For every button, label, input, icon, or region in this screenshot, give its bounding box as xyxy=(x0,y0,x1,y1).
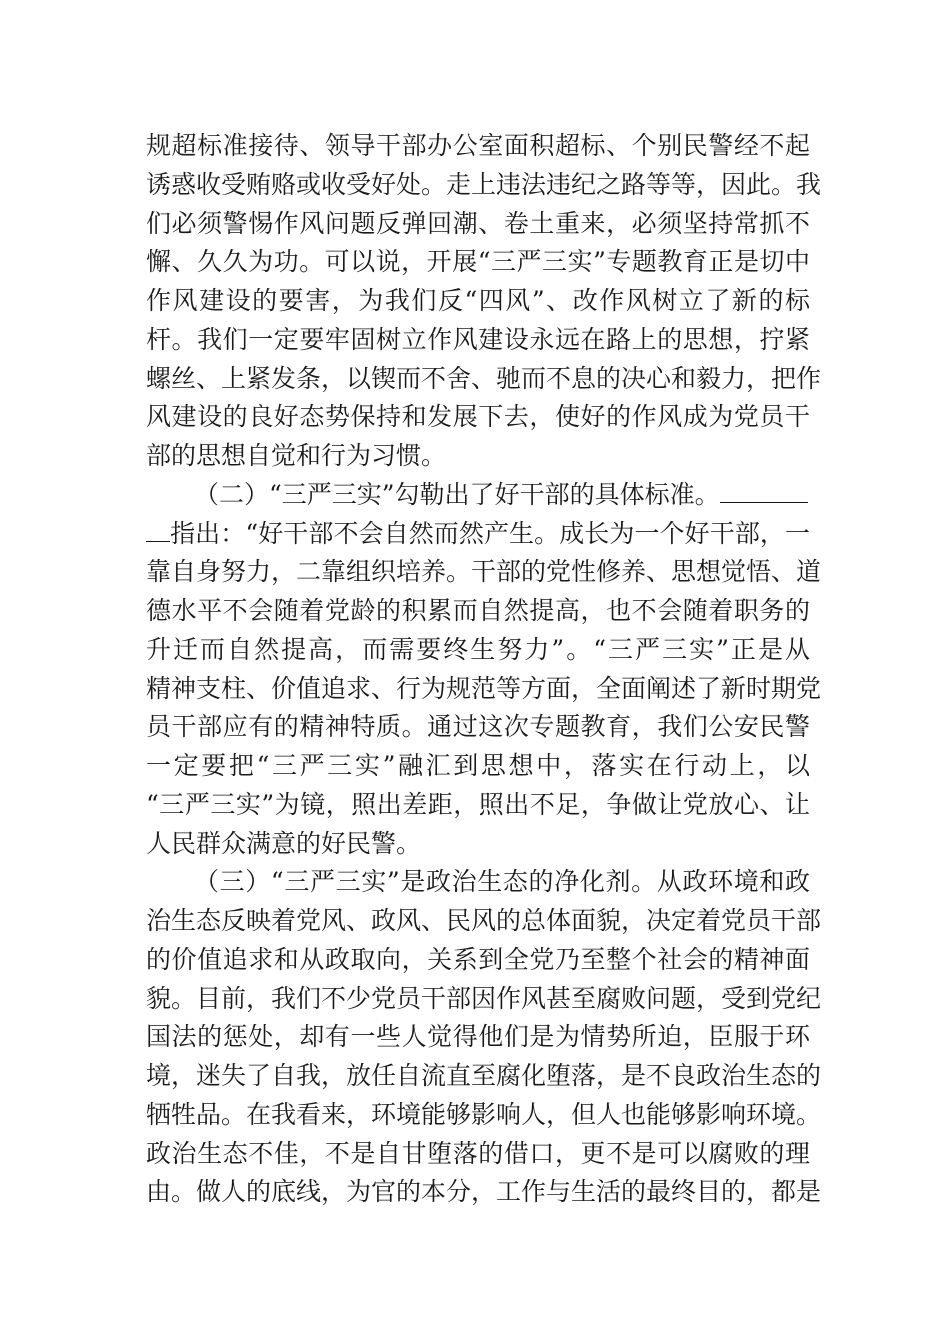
text-line: 诱惑收受贿赂或收受好处。走上违法违纪之路等等，因此。我 xyxy=(146,169,822,199)
redacted-blank xyxy=(146,515,170,542)
paragraph-2 xyxy=(146,476,822,864)
text-line: 的价值追求和从政取向，关系到全党乃至整个社会的精神面 xyxy=(146,944,810,974)
text-line: 治生态反映着党风、政风、民风的总体面貌，决定着党员干部 xyxy=(146,906,822,935)
text-line: “三严三实”为镜，照出差距，照出不足，争做让党放心、让 xyxy=(146,789,810,819)
text-line: 升迁而自然提高，而需要终生努力”。“三严三实”正是从 xyxy=(146,634,810,664)
text-line: 精神支柱、价值追求、行为规范等方面，全面阐述了新时期党 xyxy=(146,673,822,703)
paragraph-1 xyxy=(146,127,822,476)
text-line: 牺牲品。在我看来，环境能够影响人，但人也能够影响环境。 xyxy=(146,1099,822,1129)
text-line: 杆。我们一定要牢固树立作风建设永远在路上的思想，拧紧 xyxy=(146,324,810,354)
text-line: 懈、久久为功。可以说，开展“三严三实”专题教育正是切中 xyxy=(146,247,810,277)
text-line: 境，迷失了自我，放任自流直至腐化堕落，是不良政治生态的 xyxy=(146,1061,822,1090)
text-line: （三）“三严三实”是政治生态的净化剂。从政环境和政 xyxy=(194,867,810,897)
paragraph-3 xyxy=(146,863,822,1212)
text-line xyxy=(146,476,810,515)
text-line: 貌。目前，我们不少党员干部因作风甚至腐败问题，受到党纪 xyxy=(146,983,822,1013)
text-line: 德水平不会随着党龄的积累而自然提高，也不会随着职务的 xyxy=(146,596,810,625)
text-line: 规超标准接待、领导干部办公室面积超标、个别民警经不起 xyxy=(146,131,810,160)
text-line: 螺丝、上紧发条，以锲而不舍、驰而不息的决心和毅力，把作 xyxy=(146,363,822,393)
text-line: 一定要把“三严三实”融汇到思想中，落实在行动上，以 xyxy=(146,751,810,780)
text-line-content: 指出：“好干部不会自然而然产生。成长为一个好干部，一 xyxy=(170,518,810,548)
text-line: 国法的惩处，却有一些人觉得他们是为情势所迫，臣服于环 xyxy=(146,1022,810,1052)
text-line: 员干部应有的精神特质。通过这次专题教育，我们公安民警 xyxy=(146,712,810,742)
text-line: 部的思想自觉和行为习惯。 xyxy=(146,441,447,470)
text-line: 政治生态不佳，不是自甘堕落的借口，更不是可以腐败的理 xyxy=(146,1138,810,1168)
text-line: 靠自身努力，二靠组织培养。干部的党性修养、思想觉悟、道 xyxy=(146,557,822,587)
redacted-blank xyxy=(720,476,808,503)
text-line: 们必须警惕作风问题反弹回潮、卷土重来，必须坚持常抓不 xyxy=(146,208,810,238)
text-line: 作风建设的要害，为我们反“四风”、改作风树立了新的标 xyxy=(146,286,810,315)
paragraph-2-heading: （二）“三严三实”勾勒出了好干部的具体标准。 xyxy=(194,479,720,509)
text-line: 由。做人的底线，为官的本分，工作与生活的最终目的，都是 xyxy=(146,1177,822,1207)
text-line xyxy=(146,515,810,554)
text-line: 人民群众满意的好民警。 xyxy=(146,828,422,858)
document-body xyxy=(146,127,822,1212)
text-line: 风建设的良好态势保持和发展下去，使好的作风成为党员干 xyxy=(146,402,810,432)
